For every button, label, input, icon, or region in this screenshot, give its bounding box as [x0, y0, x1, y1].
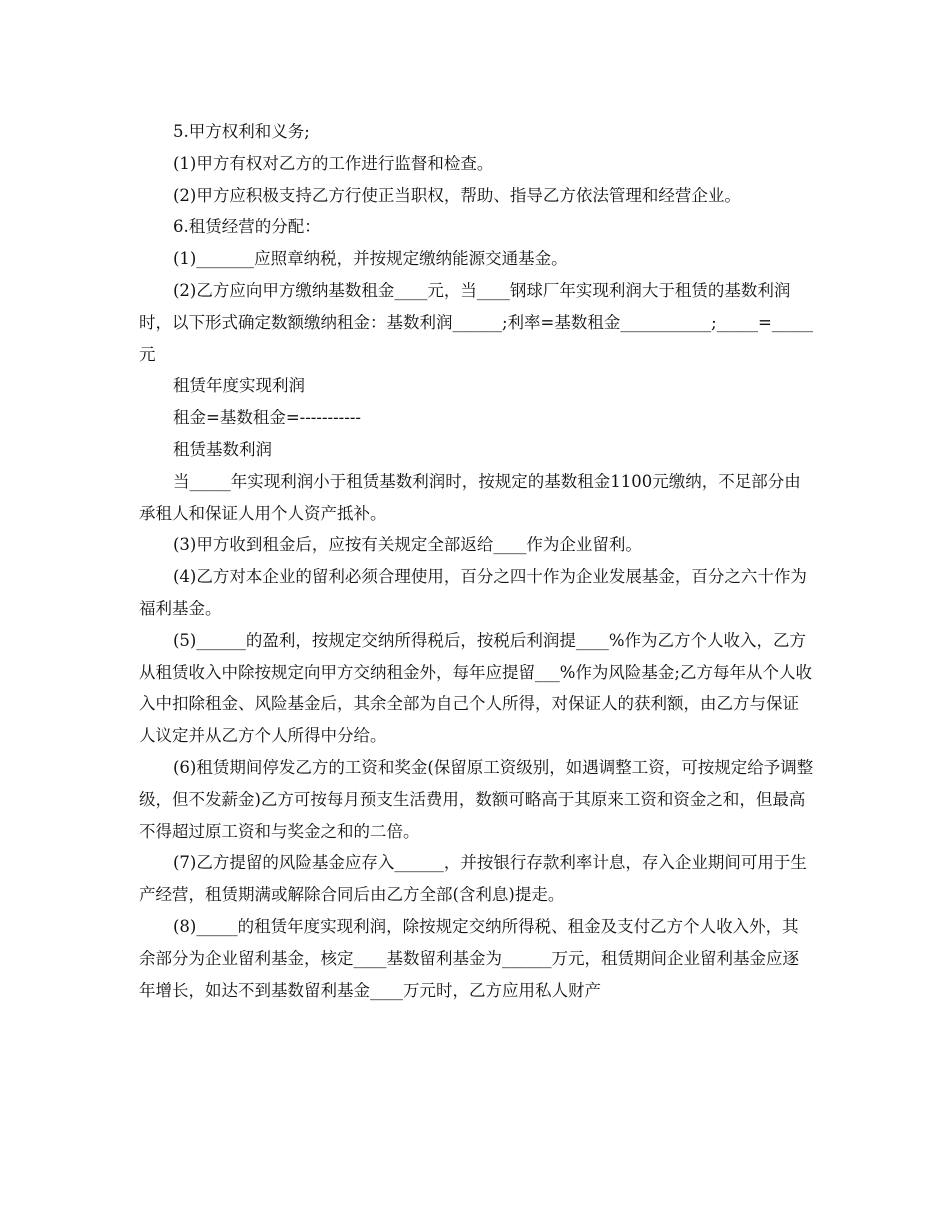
clause-5-2: (2)甲方应积极支持乙方行使正当职权，帮助、指导乙方依法管理和经营企业。	[173, 185, 741, 205]
clause-6-8: (8)_____的租赁年度实现利润，除按规定交纳所得税、租金及支付乙方个人收入外，其余部分为企业留利基金，核定____基数留利基金为______万元，租赁期间企业留利基金应逐年增长，如达不到基数留利基金____万元时，乙方应用私人财产	[139, 916, 799, 1000]
clause-6-1: (1)_______应照章纳税，并按规定缴纳能源交通基金。	[173, 249, 568, 269]
clause-6-2-shortfall: 当_____年实现利润小于租赁基数利润时，按规定的基数租金1100元缴纳，不足部分由承租人和保证人用个人资产抵补。	[139, 471, 801, 523]
clause-5-1: (1)甲方有权对乙方的工作进行监督和检查。	[173, 153, 494, 173]
clause-6-3: (3)甲方收到租金后，应按有关规定全部返给____作为企业留利。	[173, 535, 642, 555]
clause-6-6: (6)租赁期间停发乙方的工资和奖金(保留原工资级别，如遇调整工资，可按规定给予调整级，但不发薪金)乙方可按每月预支生活费用，数额可略高于其原来工资和资金之和，但最高不得超过原工资和与奖金之和的二倍。	[139, 757, 814, 841]
clause-6-2: (2)乙方应向甲方缴纳基数租金____元，当____钢球厂年实现利润大于租赁的基数利润时，以下形式确定数额缴纳租金：基数利润______;利率=基数租金___________;_____=_____元	[139, 280, 814, 364]
formula-denominator-label: 租赁基数利润	[173, 439, 272, 459]
section-6-heading: 6.租赁经营的分配：	[173, 217, 321, 237]
clause-6-7: (7)乙方提留的风险基金应存入______，并按银行存款利率计息，存入企业期间可用于生产经营，租赁期满或解除合同后由乙方全部(含利息)提走。	[139, 853, 807, 905]
clause-6-4: (4)乙方对本企业的留利必须合理使用，百分之四十作为企业发展基金，百分之六十作为福利基金。	[139, 567, 807, 618]
formula-line: 租金=基数租金=-----------	[173, 408, 361, 428]
document-body	[139, 116, 815, 1006]
clause-6-5: (5)______的盈利，按规定交纳所得税后，按税后利润提____%作为乙方个人收入，乙方从租赁收入中除按规定向甲方交纳租金外，每年应提留___%作为风险基金;乙方每年从个人收入中扣除租金、风险基金后，其余全部为自己个人所得，对保证人的获利额，由乙方与保证人议定并从乙方个人所得中分给。	[139, 630, 812, 746]
formula-numerator-label: 租赁年度实现利润	[173, 376, 305, 396]
section-5-heading: 5.甲方权利和义务;	[173, 122, 310, 141]
